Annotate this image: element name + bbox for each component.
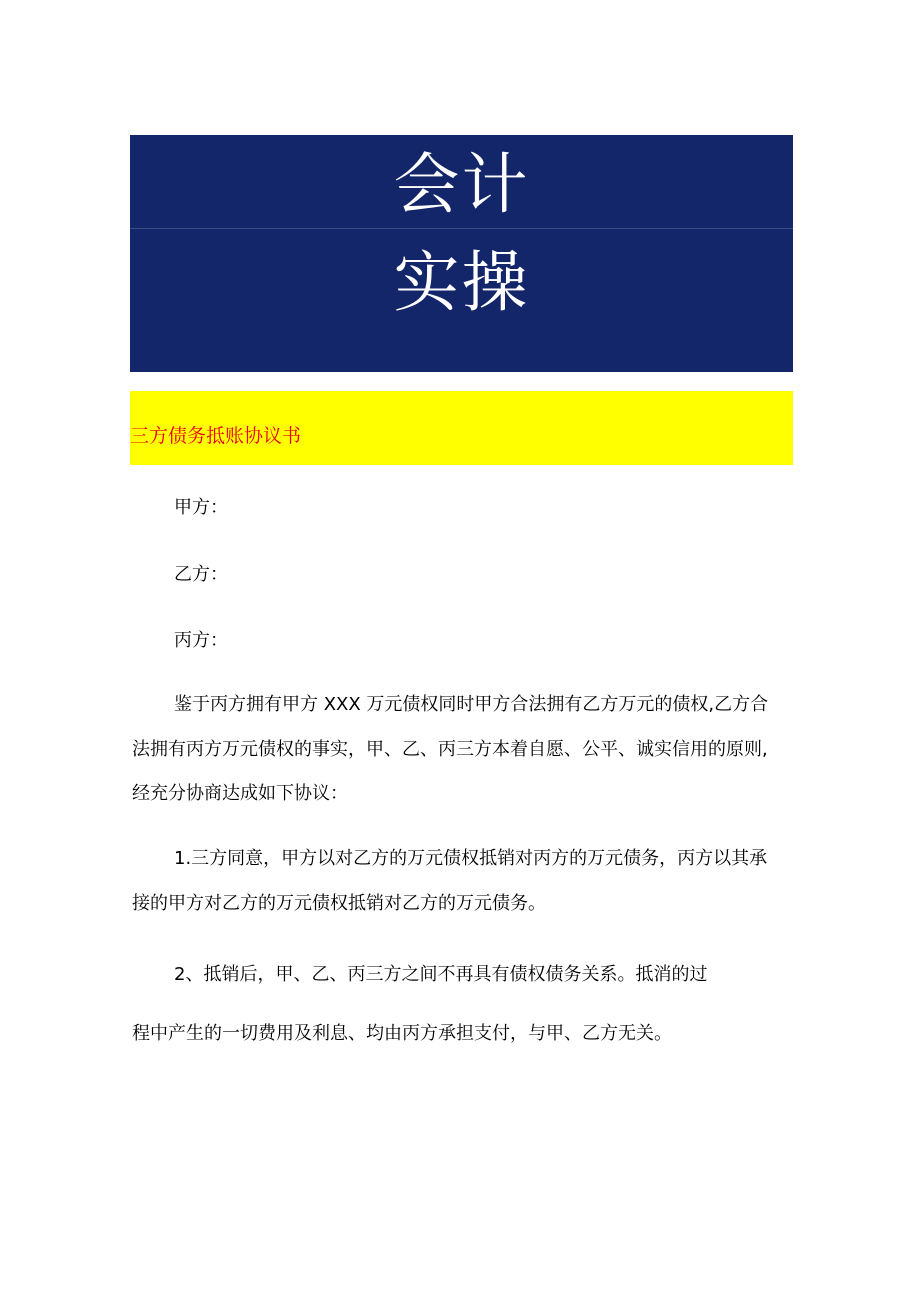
banner-divider (130, 228, 793, 229)
clause-2-line-2: 程中产生的一切费用及利息、均由丙方承担支付，与甲、乙方无关。 (132, 1023, 672, 1044)
preamble-line-3: 经充分协商达成如下协议： (132, 783, 348, 804)
banner-line-2: 实操 (393, 244, 530, 321)
banner-line-1: 会计 (393, 146, 530, 223)
document-title-bar (130, 391, 793, 465)
party-b-label: 乙方： (174, 564, 228, 585)
header-banner (130, 135, 793, 372)
document-title: 三方债务抵账协议书 (130, 425, 302, 447)
party-c-label: 丙方： (174, 630, 228, 651)
preamble-line-1: 鉴于丙方拥有甲方 XXX 万元债权同时甲方合法拥有乙方万元的债权,乙方合 (174, 694, 769, 715)
preamble-line-2: 法拥有丙方万元债权的事实，甲、乙、丙三方本着自愿、公平、诚实信用的原则, (132, 739, 768, 760)
party-a-label: 甲方： (174, 497, 228, 518)
clause-2-line-1: 2、抵销后，甲、乙、丙三方之间不再具有债权债务关系。抵消的过 (174, 964, 708, 985)
clause-1-line-2: 接的甲方对乙方的万元债权抵销对乙方的万元债务。 (132, 893, 546, 914)
clause-1-line-1: 1.三方同意，甲方以对乙方的万元债权抵销对丙方的万元债务，丙方以其承 (174, 848, 768, 869)
